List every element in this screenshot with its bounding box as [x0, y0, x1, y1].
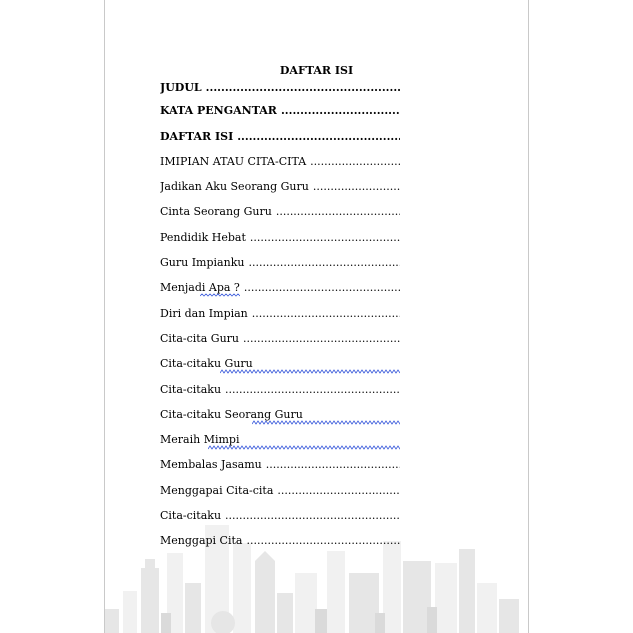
toc-leader-dots — [225, 509, 400, 522]
toc-leader-dots — [225, 383, 400, 396]
toc-entry — [160, 275, 400, 300]
toc-entry — [160, 427, 400, 452]
toc-leader-dots — [243, 332, 400, 345]
toc-entry-label: Membalas Jasamu — [160, 458, 262, 472]
toc-entry-label: Pendidik Hebat — [160, 230, 246, 244]
toc-leader-dots — [246, 534, 400, 547]
toc-leader-dots — [248, 256, 400, 269]
toc-leader-dots — [313, 180, 400, 193]
toc-entry — [160, 503, 400, 528]
toc-entry-label: IMIPIAN ATAU CITA-CITA — [160, 154, 307, 168]
toc-entry-label — [160, 281, 244, 294]
toc-leader-dots — [206, 82, 400, 94]
toc-entry — [160, 123, 400, 148]
toc-entry-label: Menggapi Cita — [160, 534, 243, 548]
toc-entry-label: Cita-citaku — [160, 382, 222, 396]
toc-leader-dots — [266, 458, 400, 471]
spellcheck-underline — [200, 293, 240, 297]
toc-leader-dots — [252, 307, 400, 320]
toc-entry-label: KATA PENGANTAR — [160, 104, 277, 118]
toc-leader-dots — [276, 205, 400, 218]
toc-entry — [160, 376, 400, 401]
toc-entry — [160, 250, 400, 275]
toc-entry — [160, 300, 400, 325]
spellcheck-underline — [252, 420, 400, 425]
toc-entry-label: Cinta Seorang Guru — [160, 205, 272, 219]
spellcheck-underline — [208, 445, 400, 450]
toc-entry-label: Cita-citaku — [160, 509, 222, 523]
toc-entry-label: Menggapai Cita-cita — [160, 483, 274, 497]
toc-entry — [160, 326, 400, 351]
toc-entry — [160, 199, 400, 224]
toc-leader-dots — [237, 130, 400, 143]
toc-entry — [160, 477, 400, 502]
toc-leader-dots — [244, 281, 400, 294]
toc-entry-label: Diri dan Impian — [160, 306, 248, 320]
toc-entry — [160, 351, 400, 376]
toc-entry — [160, 402, 400, 427]
toc-entry — [160, 82, 400, 98]
toc-entry-label: JUDUL — [160, 82, 202, 94]
table-of-contents — [160, 82, 400, 553]
toc-entry-label: DAFTAR ISI — [160, 129, 234, 143]
toc-entry-label: Cita-citaku Seorang Guru — [160, 407, 303, 421]
spellcheck-underline — [220, 369, 400, 374]
toc-entry — [160, 174, 400, 199]
toc-entry — [160, 98, 400, 123]
toc-entry — [160, 528, 400, 553]
toc-entry-label: Cita-citaku Guru — [160, 357, 253, 371]
toc-entry — [160, 452, 400, 477]
toc-entry-label: Meraih Mimpi — [160, 433, 240, 447]
toc-leader-dots — [281, 104, 400, 117]
toc-leader-dots — [250, 231, 400, 244]
toc-leader-dots — [277, 484, 400, 497]
toc-entry — [160, 224, 400, 249]
toc-entry-label: Jadikan Aku Seorang Guru — [160, 180, 309, 194]
toc-heading: DAFTAR ISI — [279, 64, 354, 77]
toc-entry-text: Menjadi Apa ? — [160, 281, 240, 295]
toc-entry — [160, 149, 400, 174]
toc-entry-label: Cita-cita Guru — [160, 331, 239, 345]
toc-entry-label: Guru Impianku — [160, 256, 245, 270]
toc-leader-dots — [310, 155, 400, 168]
document-page — [104, 0, 529, 633]
